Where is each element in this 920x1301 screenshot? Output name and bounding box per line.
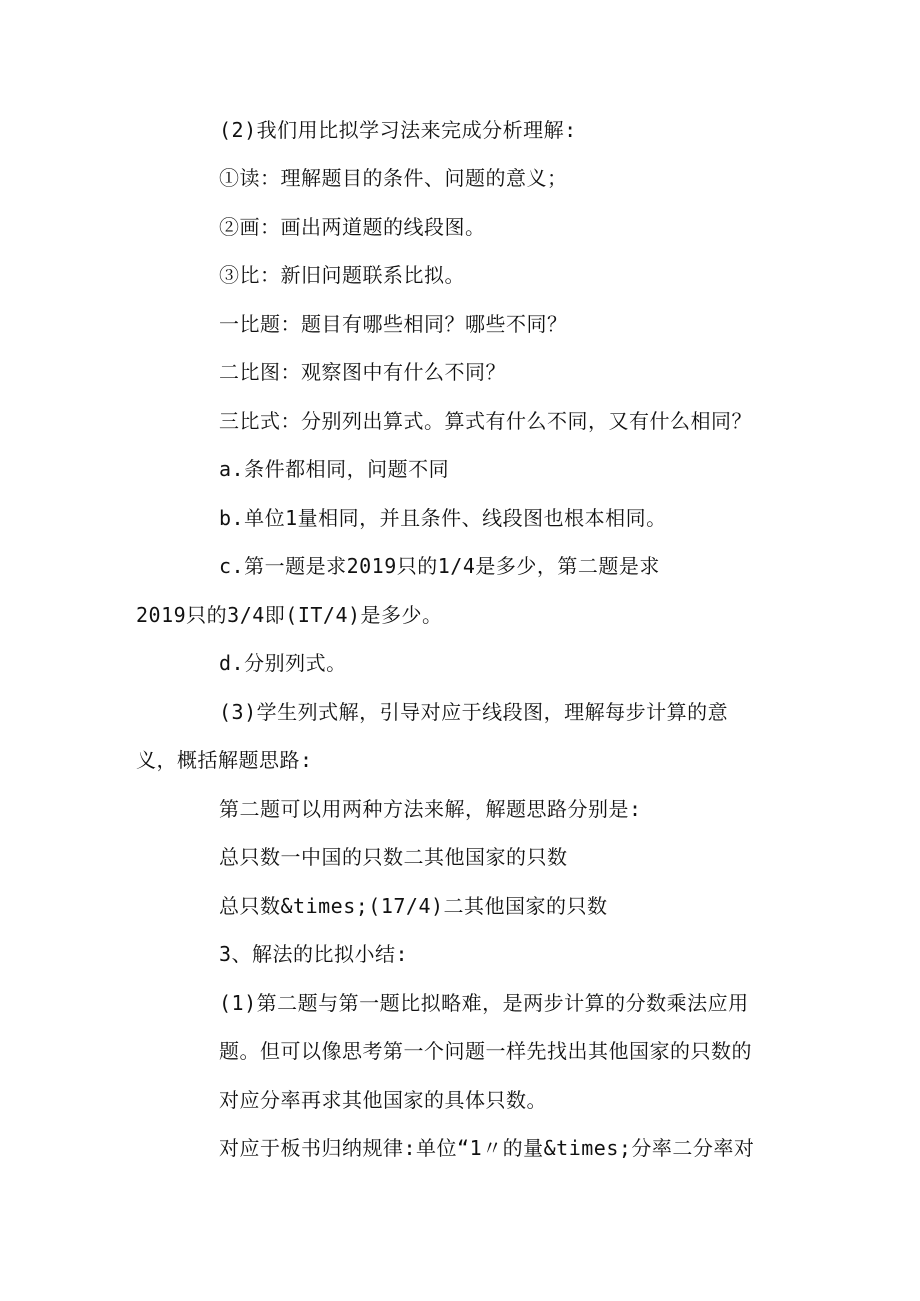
text-line-19: (1)第二题与第一题比拟略难，是两步计算的分数乘法应用 xyxy=(219,991,749,1015)
text-line-9: b.单位1量相同，并且条件、线段图也根本相同。 xyxy=(219,506,667,530)
text-line-14: 义，概括解题思路: xyxy=(136,748,313,772)
text-line-1: (2)我们用比拟学习法来完成分析理解: xyxy=(219,118,577,142)
text-line-22: 对应于板书归纳规律:单位“1〃的量&times;分率二分率对 xyxy=(219,1136,755,1160)
text-line-17: 总只数&times;(17/4)二其他国家的只数 xyxy=(219,894,608,918)
text-line-6: 二比图：观察图中有什么不同？ xyxy=(219,360,506,384)
text-line-7: 三比式：分别列出算式。算式有什么不同，又有什么相同？ xyxy=(219,409,752,433)
text-line-4: ③比：新旧问题联系比拟。 xyxy=(219,263,465,287)
text-line-10: c.第一题是求2019只的1/4是多少，第二题是求 xyxy=(219,554,660,578)
text-line-13: (3)学生列式解，引导对应于线段图，理解每步计算的意 xyxy=(219,700,729,724)
text-line-11: 2019只的3/4即(IT/4)是多少。 xyxy=(136,603,443,627)
text-line-20: 题。但可以像思考第一个问题一样先找出其他国家的只数的 xyxy=(219,1039,752,1063)
text-line-2: ①读：理解题目的条件、问题的意义； xyxy=(219,166,568,190)
text-line-16: 总只数一中国的只数二其他国家的只数 xyxy=(219,845,568,869)
text-line-12: d.分别列式。 xyxy=(219,651,347,675)
text-line-15: 第二题可以用两种方法来解，解题思路分别是: xyxy=(219,797,642,821)
text-line-8: a.条件都相同，问题不同 xyxy=(219,457,450,481)
text-line-3: ②画：画出两道题的线段图。 xyxy=(219,215,486,239)
text-line-18: 3、解法的比拟小结: xyxy=(219,942,409,966)
text-line-5: 一比题：题目有哪些相同？哪些不同？ xyxy=(219,312,568,336)
text-line-21: 对应分率再求其他国家的具体只数。 xyxy=(219,1088,547,1112)
